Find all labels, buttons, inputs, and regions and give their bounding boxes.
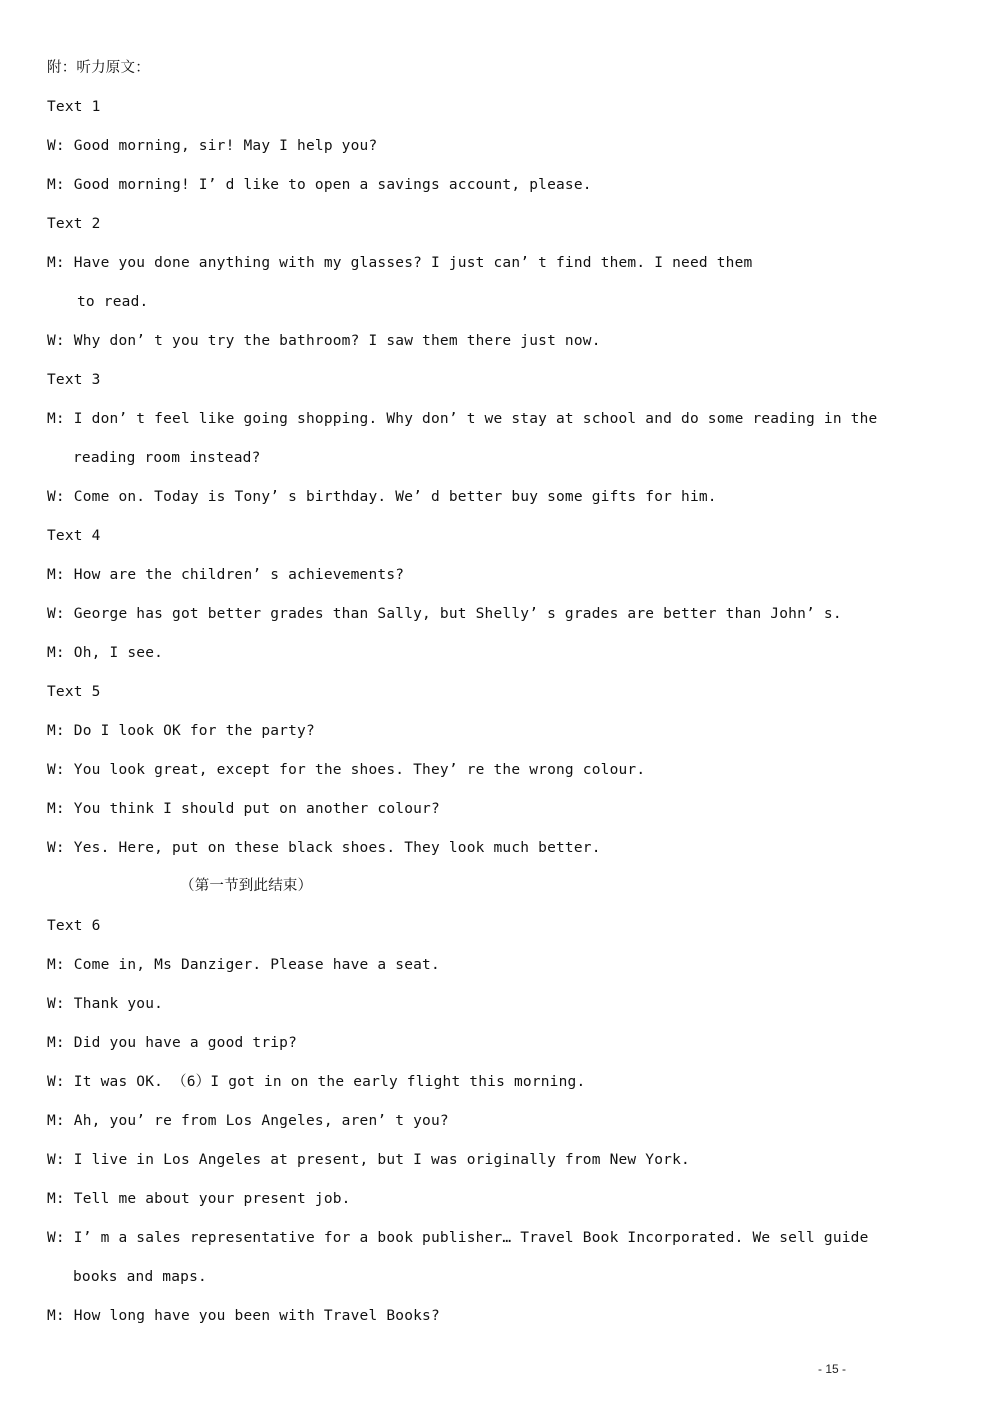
- dialogue-line: W: You look great, except for the shoes. They’ re the wrong colour.: [47, 762, 646, 778]
- dialogue-line: M: Did you have a good trip?: [47, 1035, 298, 1051]
- text-label: Text 1: [47, 99, 101, 115]
- dialogue-line: M: How are the children’ s achievements?: [47, 567, 405, 583]
- dialogue-line: M: Do I look OK for the party?: [47, 723, 315, 739]
- dialogue-line: M: I don’ t feel like going shopping. Why don’ t we stay at school and do some reading in the: [47, 411, 878, 427]
- text-label: Text 6: [47, 918, 101, 934]
- dialogue-line: M: Come in, Ms Danziger. Please have a seat.: [47, 957, 440, 973]
- dialogue-continuation: books and maps.: [73, 1269, 207, 1285]
- dialogue-continuation: to read.: [77, 294, 149, 310]
- dialogue-line: M: Good morning! I’ d like to open a savings account, please.: [47, 177, 592, 193]
- document-heading: 附：听力原文：: [47, 60, 150, 76]
- dialogue-line: M: Ah, you’ re from Los Angeles, aren’ t you?: [47, 1113, 449, 1129]
- text-label: Text 3: [47, 372, 101, 388]
- dialogue-line: W: It was OK. （6）I got in on the early flight this morning.: [47, 1074, 586, 1090]
- dialogue-line: M: How long have you been with Travel Books?: [47, 1308, 440, 1324]
- section-end-note: （第一节到此结束）: [180, 878, 313, 894]
- dialogue-line: W: Come on. Today is Tony’ s birthday. We’ d better buy some gifts for him.: [47, 489, 717, 505]
- dialogue-line: W: Good morning, sir! May I help you?: [47, 138, 378, 154]
- dialogue-line: W: I live in Los Angeles at present, but I was originally from New York.: [47, 1152, 690, 1168]
- dialogue-line: W: I’ m a sales representative for a book publisher… Travel Book Incorporated. We sell guide: [47, 1230, 869, 1246]
- dialogue-line: M: Tell me about your present job.: [47, 1191, 351, 1207]
- dialogue-line: M: You think I should put on another colour?: [47, 801, 440, 817]
- dialogue-line: W: Thank you.: [47, 996, 164, 1012]
- dialogue-line: W: Why don’ t you try the bathroom? I saw them there just now.: [47, 333, 601, 349]
- dialogue-line: M: Have you done anything with my glasses? I just can’ t find them. I need them: [47, 255, 753, 271]
- text-label: Text 2: [47, 216, 101, 232]
- page-number: - 15 -: [818, 1362, 847, 1376]
- text-label: Text 5: [47, 684, 101, 700]
- dialogue-line: W: Yes. Here, put on these black shoes. They look much better.: [47, 840, 601, 856]
- dialogue-line: M: Oh, I see.: [47, 645, 164, 661]
- dialogue-continuation: reading room instead?: [73, 450, 261, 466]
- dialogue-line: W: George has got better grades than Sally, but Shelly’ s grades are better than John’ s.: [47, 606, 842, 622]
- text-label: Text 4: [47, 528, 101, 544]
